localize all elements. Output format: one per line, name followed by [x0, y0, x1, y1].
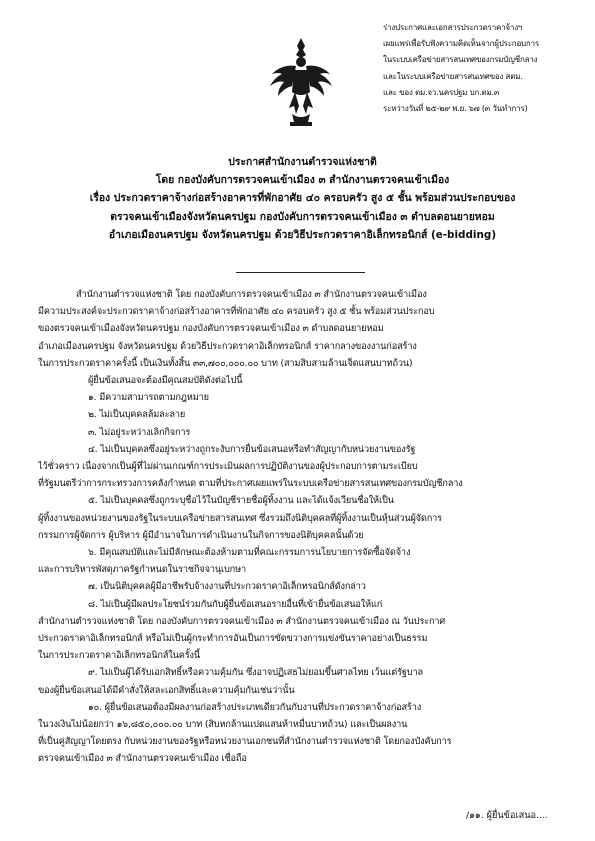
body-line: สำนักงานตำรวจแห่งชาติ โดย กองบังคับการตรวจคนเข้าเมือง ๓ สำนักงานตรวจคนเข้าเมือง — [76, 289, 427, 300]
note-line: ร่างประกาศและเอกสารประกวดราคาจ้างฯ — [383, 23, 523, 32]
heading-line: ประกาศสำนักงานตำรวจแห่งชาติ — [228, 156, 377, 168]
note-line: เผยแพร่เพื่อรับฟังความคิดเห็นจากผู้ประกอบการ — [383, 39, 539, 49]
note-line: และ ของ ตม.จว.นครปฐม บก.ตม.๓ — [383, 87, 500, 97]
qualification-item: ๗. เป็นนิติบุคคลผู้มีอาชีพรับจ้างงานที่ประกวดราคาอิเล็กทรอนิกส์ดังกล่าว — [88, 581, 366, 593]
body-line: กรรมการผู้จัดการ ผู้บริหาร ผู้มีอำนาจในการดำเนินงานในกิจการของนิติบุคคลนั้นด้วย — [38, 529, 364, 541]
heading-divider — [236, 272, 365, 273]
announcement-heading — [40, 153, 565, 244]
body-line: ที่รัฐมนตรีว่าการกระทรวงการคลังกำหนด ตามที่ประกาศเผยแพร่ในระบบเครือข่ายสารสนเทศของกรมบัญชีกลาง — [38, 478, 463, 490]
note-line: ในระบบเครือข่ายสารสนเทศของกรมบัญชีกลาง — [383, 55, 538, 65]
heading-line: อำเภอเมืองนครปฐม จังหวัดนครปฐม ด้วยวิธีประกวดราคาอิเล็กทรอนิกส์ (e-bidding) — [108, 228, 497, 241]
heading-line: เรื่อง ประกวดราคาจ้างก่อสร้างอาคารที่พักอาศัย ๔๐ ครอบครัว สูง ๕ ชั้น พร้อมส่วนประกอบของ — [89, 192, 516, 205]
body-line: สำนักงานตำรวจแห่งชาติ โดย กองบังคับการตรวจคนเข้าเมือง ๓ สำนักงานตรวจคนเข้าเมือง ณ วันประกาศ — [38, 615, 446, 627]
draft-publication-note — [383, 20, 588, 117]
garuda-emblem-icon — [268, 34, 334, 130]
body-line: ไว้ชั่วคราว เนื่องจากเป็นผู้ที่ไม่ผ่านเกณฑ์การประเมินผลการปฏิบัติงานของผู้ประกอบการตามระเบียบ — [38, 461, 418, 473]
body-line: ตรวจคนเข้าเมือง ๓ สำนักงานตรวจคนเข้าเมือง เชื่อถือ — [38, 753, 247, 765]
heading-line: ตรวจคนเข้าเมืองจังหวัดนครปฐม กองบังคับการตรวจคนเข้าเมือง ๓ ตำบลดอนยายหอม — [110, 210, 495, 223]
qualifications-intro: ผู้ยื่นข้อเสนอจะต้องมีคุณสมบัติดังต่อไปนี้ — [88, 375, 243, 387]
qualification-item: ๖. มีคุณสมบัติและไม่มีลักษณะต้องห้ามตามที่คณะกรรมการนโยบายการจัดซื้อจัดจ้าง — [88, 547, 411, 559]
body-line: อำเภอเมืองนครปฐม จังหวัดนครปฐม ด้วยวิธีประกวดราคาอิเล็กทรอนิกส์ ราคากลางของงานก่อสร้าง — [38, 340, 417, 352]
note-line: และในระบบเครือข่ายสารสนเทศของ สตม. — [383, 71, 523, 81]
qualification-item: ๘. ไม่เป็นผู้มีผลประโยชน์ร่วมกันกับผู้ยื่นข้อเสนอรายอื่นที่เข้ายื่นข้อเสนอให้แก่ — [88, 598, 383, 610]
body-line: ของผู้ยื่นข้อเสนอได้มีคำสั่งให้สละเอกสิทธิ์และความคุ้มกันเช่นว่านั้น — [38, 684, 295, 696]
qualification-item: ๓. ไม่อยู่ระหว่างเลิกกิจการ — [88, 426, 191, 438]
note-line: ระหว่างวันที่ ๒๕-๒๙ พ.ย. ๖๗ (๓ วันทำการ) — [383, 104, 528, 114]
announcement-body — [38, 286, 566, 768]
body-line: และการบริหารพัสดุภาครัฐกำหนดในราชกิจจานุเบกษา — [38, 564, 246, 576]
body-line: ในการประกวดราคาครั้งนี้ เป็นเงินทั้งสิ้น ๓๓,๗๐๐,๐๐๐.๐๐ บาท (สามสิบสามล้านเจ็ดแสนบาทถ้วน) — [38, 357, 413, 369]
qualification-item: ๕. ไม่เป็นบุคคลซึ่งถูกระบุชื่อไว้ในบัญชีรายชื่อผู้ทิ้งงาน และได้แจ้งเวียนชื่อให้เป็น — [88, 495, 394, 507]
qualification-item: ๒. ไม่เป็นบุคคลล้มละลาย — [88, 409, 186, 421]
heading-line: โดย กองบังคับการตรวจคนเข้าเมือง ๓ สำนักงานตรวจคนเข้าเมือง — [155, 174, 450, 187]
qualification-item: ๑. มีความสามารถตามกฎหมาย — [88, 392, 209, 404]
qualification-item: ๔. ไม่เป็นบุคคลซึ่งอยู่ระหว่างถูกระงับการยื่นข้อเสนอหรือทำสัญญากับหน่วยงานของรัฐ — [88, 443, 416, 455]
body-line: ของตรวจคนเข้าเมืองจังหวัดนครปฐม กองบังคับการตรวจคนเข้าเมือง ๓ ตำบลดอนยายหอม — [38, 323, 384, 335]
body-line: ประกวดราคาอิเล็กทรอนิกส์ หรือไม่เป็นผู้กระทำการอันเป็นการขัดขวางการแข่งขันราคาอย่างเป็นธรรม — [38, 633, 428, 645]
body-line: ในวงเงินไม่น้อยกว่า ๑๖,๘๕๐,๐๐๐.๐๐ บาท (สิบหกล้านแปดแสนห้าหมื่นบาทถ้วน) และเป็นผลงาน — [38, 719, 408, 731]
body-line: ในการประกวดราคาอิเล็กทรอนิกส์ในครั้งนี้ — [38, 650, 200, 662]
body-line: มีความประสงค์จะประกวดราคาจ้างก่อสร้างอาคารที่พักอาศัย ๔๐ ครอบครัว สูง ๕ ชั้น พร้อมส่วนประกอบ — [38, 306, 435, 318]
page-continuation: /๑๑. ผู้ยื่นข้อเสนอ.... — [466, 810, 548, 821]
qualification-item: ๙. ไม่เป็นผู้ได้รับเอกสิทธิ์หรือความคุ้มกัน ซึ่งอาจปฏิเสธไม่ยอมขึ้นศาลไทย เว้นแต่รัฐบาล — [88, 667, 424, 679]
qualification-item: ๑๐. ผู้ยื่นข้อเสนอต้องมีผลงานก่อสร้างประเภทเดียวกันกับงานที่ประกวดราคาจ้างก่อสร้าง — [88, 701, 422, 713]
body-line: ที่เป็นคู่สัญญาโดยตรง กับหน่วยงานของรัฐหรือหน่วยงานเอกชนที่สำนักงานตำรวจแห่งชาติ โดยกองบังคับการ — [38, 736, 452, 748]
body-line: ผู้ทิ้งงานของหน่วยงานของรัฐในระบบเครือข่ายสารสนเทศ ซึ่งรวมถึงนิติบุคคลที่ผู้ทิ้งงานเป็นหุ้นส่วนผู้จัดการ — [38, 512, 442, 524]
